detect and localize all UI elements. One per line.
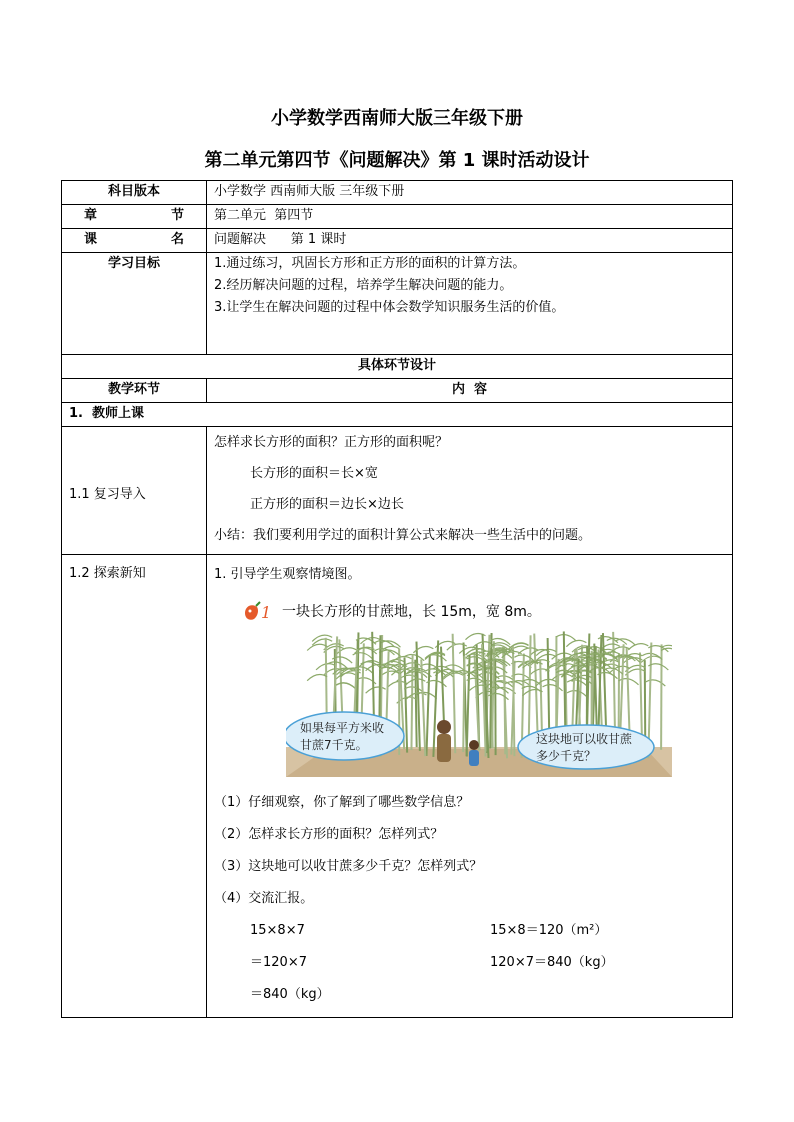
square-formula: 正方形的面积＝边长×边长 — [250, 497, 404, 512]
sugarcane-illustration — [286, 629, 672, 777]
calc-row-1 — [214, 915, 725, 947]
explore-label: 1.2 探索新知 — [62, 555, 207, 1018]
subject-value: 小学数学 西南师大版 三年级下册 — [207, 181, 733, 205]
combined-step-2: ＝120×7 — [250, 955, 307, 970]
problem-statement — [242, 601, 725, 623]
goals-label: 学习目标 — [62, 253, 207, 355]
combined-step-3: ＝840（kg） — [250, 987, 330, 1002]
question-1: （1）仔细观察，你了解到了哪些数学信息？ — [214, 795, 470, 810]
chapter-label: 章节 — [62, 205, 207, 229]
area-step: 15×8＝120（m²） — [490, 923, 608, 938]
explore-cell — [207, 555, 733, 1018]
rectangle-formula: 长方形的面积＝长×宽 — [250, 466, 378, 481]
combined-step-1: 15×8×7 — [250, 923, 305, 938]
speech-bubble-right — [518, 725, 654, 769]
svg-text:如果每平方米收: 如果每平方米收 — [300, 721, 385, 735]
explore-intro: 1. 引导学生观察情境图。 — [214, 567, 361, 582]
lesson-value: 问题解决 第 1 课时 — [207, 229, 733, 253]
review-cell — [207, 427, 733, 555]
goal-item: 3.让学生在解决问题的过程中体会数学知识服务生活的价值。 — [214, 300, 565, 315]
document-title: 小学数学西南师大版三年级下册 — [271, 108, 523, 129]
section-heading: 1. 教师上课 — [62, 403, 733, 427]
lesson-table — [61, 180, 733, 1018]
goal-item: 1.通过练习，巩固长方形和正方形的面积的计算方法。 — [214, 256, 526, 271]
svg-text:甘蔗7千克。: 甘蔗7千克。 — [300, 738, 368, 752]
speech-bubble-left — [286, 712, 404, 760]
lesson-label: 课名 — [62, 229, 207, 253]
chapter-value: 第二单元 第四节 — [207, 205, 733, 229]
review-question: 怎样求长方形的面积？正方形的面积呢？ — [214, 435, 449, 450]
calc-row-3 — [214, 979, 725, 1017]
stage-column-header: 教学环节 — [62, 379, 207, 403]
review-summary: 小结：我们要利用学过的面积计算公式来解决一些生活中的问题。 — [214, 528, 592, 543]
design-header: 具体环节设计 — [62, 355, 733, 379]
svg-text:多少千克？: 多少千克？ — [536, 749, 597, 763]
svg-text:这块地可以收甘蔗: 这块地可以收甘蔗 — [536, 732, 633, 746]
goal-item: 2.经历解决问题的过程，培养学生解决问题的能力。 — [214, 278, 513, 293]
badge-number: 1 — [261, 603, 272, 622]
calc-row-2 — [214, 947, 725, 979]
question-2: （2）怎样求长方形的面积？怎样列式？ — [214, 827, 444, 842]
subject-label: 科目版本 — [62, 181, 207, 205]
yield-step: 120×7＝840（kg） — [490, 955, 614, 970]
problem-number-badge — [242, 601, 276, 623]
content-column-header: 内 容 — [207, 379, 733, 403]
problem-text: 一块长方形的甘蔗地，长 15m，宽 8m。 — [282, 604, 541, 620]
goals-cell — [207, 253, 733, 355]
question-3: （3）这块地可以收甘蔗多少千克？怎样列式？ — [214, 859, 483, 874]
review-label: 1.1 复习导入 — [62, 427, 207, 555]
question-4: （4）交流汇报。 — [214, 891, 314, 906]
document-subtitle: 第二单元第四节《问题解决》第 1 课时活动设计 — [204, 150, 590, 171]
